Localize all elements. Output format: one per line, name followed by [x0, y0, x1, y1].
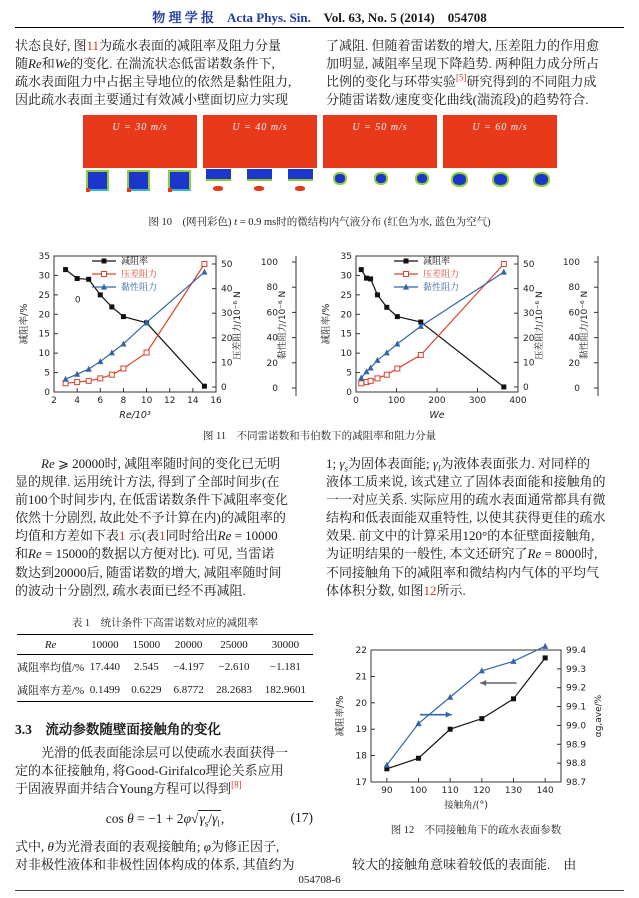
figure11-chart-we [320, 246, 620, 424]
microstructure-strip [83, 168, 197, 195]
table-cell: −4.197 [173, 660, 205, 673]
text-span: cos [105, 811, 128, 826]
text-span: 了减阻. 但随着雷诺数的增大, 压差阻力的作用愈 [326, 38, 600, 53]
section-heading [15, 718, 221, 738]
svg-text:20: 20 [568, 358, 580, 369]
paragraph-right-1 [326, 37, 626, 109]
equation-number: (17) [290, 810, 313, 825]
svg-text:压差阻力: 压差阻力 [121, 270, 158, 280]
table-header-cell: 30000 [271, 638, 300, 651]
text-line [15, 37, 315, 55]
text-span: 为疏水表面的减阻率及阻力分量 [99, 38, 282, 53]
velocity-label: U = 60 m/s [472, 122, 528, 133]
svg-text:50: 50 [523, 260, 535, 270]
figure12-caption: 图 12 不同接触角下的疏水表面参数 [390, 825, 562, 836]
svg-text:αg,ave/%: αg,ave/% [594, 694, 604, 738]
text-span: 显的规律. 运用统计方法, 得到了全部时间步(在 [15, 474, 280, 490]
text-line [15, 744, 315, 762]
svg-text:黏性阻力: 黏性阻力 [423, 283, 460, 293]
article-number: 054708 [447, 10, 487, 25]
text-span: 式中, [15, 839, 48, 854]
air-pocket [533, 172, 550, 187]
svg-text:80: 80 [568, 283, 580, 294]
svg-text:18: 18 [355, 751, 367, 762]
svg-text:10: 10 [221, 358, 233, 369]
text-span: t [234, 217, 238, 228]
svg-text:接触角/(°): 接触角/(°) [444, 800, 488, 811]
svg-text:90: 90 [381, 786, 393, 796]
svg-text:12: 12 [163, 396, 176, 406]
text-span: γ [432, 456, 439, 471]
svg-text:400: 400 [509, 396, 527, 406]
text-span: 为固体表面能; [348, 456, 433, 471]
figure12-chart [333, 642, 613, 814]
journal-title-cn: 物 理 学 报 [152, 10, 215, 25]
table-cell: −1.181 [269, 660, 301, 673]
text-line [326, 37, 626, 55]
microstructure-strip [203, 168, 317, 195]
text-line [326, 564, 626, 582]
svg-text:60: 60 [568, 308, 580, 319]
text-span: 均值和方差如下表 [15, 528, 120, 544]
text-span: l [438, 463, 441, 474]
svg-text:40: 40 [523, 284, 535, 295]
svg-text:减阻率/%: 减阻率/% [321, 303, 332, 345]
text-span: 为光滑表面的表观接触角; [53, 839, 204, 854]
text-span: 分随雷诺数/速度变化曲线(湍流段)的趋势符合. [326, 92, 589, 108]
cavity [325, 169, 352, 194]
svg-text:40: 40 [266, 333, 278, 344]
air-pocket [451, 172, 468, 187]
flow-snapshot-panel [443, 115, 557, 195]
svg-text:35: 35 [340, 252, 352, 262]
svg-text:0: 0 [221, 383, 227, 393]
text-span: 结构和低表面能双重特性, 以使其获得更佳的疏水 [326, 510, 606, 526]
text-line [326, 455, 626, 473]
table-cell: 0.6229 [131, 683, 162, 696]
table-header-cell: Re [44, 638, 57, 651]
text-span: 体体积分数, 如图 [326, 582, 424, 598]
text-span: γ [212, 811, 218, 826]
text-line [15, 473, 315, 491]
svg-text:120: 120 [473, 786, 491, 796]
text-span: = 15000的数据以方便对比). 可见, 当雷诺 [41, 546, 275, 562]
text-line [326, 582, 626, 600]
text-span: θ [127, 811, 134, 826]
water-intrusion [127, 188, 131, 192]
svg-text:减阻率/%: 减阻率/% [19, 303, 30, 345]
svg-text:98.8: 98.8 [566, 759, 587, 770]
text-line [15, 582, 315, 600]
text-line [15, 491, 315, 509]
cavity [167, 169, 194, 194]
table-cell: 17.440 [89, 660, 121, 673]
svg-text:100: 100 [387, 396, 406, 406]
paragraph-right-2 [326, 455, 626, 600]
table-cell: −2.610 [218, 660, 250, 673]
svg-text:99.2: 99.2 [566, 683, 587, 694]
cavity [527, 169, 554, 194]
journal-title-en: Acta Phys. Sin. [227, 10, 311, 25]
svg-text:20: 20 [355, 698, 367, 709]
text-span: 疏水表面阻力中占据主导地位的依然是黏性阻力, [15, 74, 292, 90]
citation-link[interactable]: 11 [86, 38, 100, 53]
svg-text:0: 0 [523, 383, 529, 393]
svg-text:14: 14 [187, 396, 199, 406]
svg-text:16: 16 [210, 396, 222, 406]
svg-text:5: 5 [44, 368, 50, 379]
text-span: 液体工质来说, 该式建立了固体表面能和接触角的 [326, 474, 606, 490]
svg-text:99.3: 99.3 [566, 664, 587, 675]
svg-text:0: 0 [346, 388, 352, 398]
air-pocket [206, 169, 231, 181]
svg-text:21: 21 [355, 672, 367, 683]
text-span: 于固液界面并结合Young方程可以得到 [15, 781, 232, 797]
svg-text:40: 40 [221, 284, 233, 295]
text-line [326, 473, 626, 491]
svg-text:99.1: 99.1 [566, 702, 587, 713]
text-span: / [208, 811, 213, 826]
text-span: Re [28, 546, 42, 562]
water-intrusion [295, 186, 305, 191]
text-span: l [217, 818, 220, 829]
text-span: 前100个时间步内, 在低雷诺数条件下减阻率变化 [15, 492, 289, 508]
svg-text:35: 35 [38, 252, 50, 262]
text-span: φ [183, 811, 192, 826]
svg-text:20: 20 [266, 358, 278, 369]
water-intrusion [213, 186, 223, 191]
table1-caption: 表 1 统计条件下高雷诺数对应的减阻率 [71, 618, 259, 629]
water-intrusion [86, 188, 90, 192]
paragraph-left-2 [15, 455, 315, 600]
svg-text:10: 10 [140, 396, 153, 406]
svg-text:20: 20 [221, 333, 233, 344]
svg-text:99.0: 99.0 [566, 721, 587, 732]
text-span: 数达到20000后, 随雷诺数的增大, 减阻率随时间 [15, 564, 282, 580]
text-line [15, 455, 315, 473]
text-line [326, 55, 626, 73]
microstructure-strip [323, 168, 437, 195]
svg-text:10: 10 [38, 349, 50, 360]
text-span: Re [527, 546, 542, 562]
water-intrusion [168, 188, 172, 192]
svg-text:压差阻力/10⁻⁶ N: 压差阻力/10⁻⁶ N [535, 291, 545, 360]
svg-text:0: 0 [44, 388, 50, 398]
svg-text:8: 8 [120, 396, 127, 406]
equation-body [105, 811, 225, 829]
text-span: 的变化. 在湍流状态低雷诺数条件下, [70, 56, 275, 72]
svg-text:黏性阻力/10⁻⁶ N: 黏性阻力/10⁻⁶ N [278, 290, 288, 360]
text-span: = 8000时, [541, 546, 598, 562]
text-span: s [344, 463, 349, 474]
text-span: 光滑的低表面能涂层可以使疏水表面获得一 [15, 745, 289, 760]
cavity [486, 169, 513, 194]
svg-text:100: 100 [562, 258, 580, 268]
table1 [17, 634, 313, 702]
text-line [15, 856, 315, 874]
velocity-label: U = 50 m/s [352, 122, 408, 133]
figure10-caption [0, 214, 639, 229]
svg-text:50: 50 [221, 260, 233, 270]
air-pocket [333, 172, 347, 185]
citation-link[interactable]: 1 [159, 528, 166, 544]
page-number: 054708-6 [298, 874, 341, 886]
figure11-chart-re [18, 246, 318, 424]
svg-text:99.4: 99.4 [566, 646, 587, 656]
cavity [366, 169, 393, 194]
table-header-cell: 15000 [132, 638, 161, 651]
svg-text:压差阻力/10⁻⁶ N: 压差阻力/10⁻⁶ N [233, 291, 243, 360]
text-line [15, 762, 315, 780]
air-pocket [247, 169, 272, 181]
text-span: 效果. 前文中的计算采用120°的本征壁面接触角, [326, 528, 595, 544]
text-span: Re [28, 56, 42, 72]
text-span: = 0.9 ms时的微结构内气液分布 (红色为水, 蓝色为空气) [237, 217, 491, 228]
svg-text:Re/10³: Re/10³ [119, 410, 151, 421]
text-line [326, 91, 626, 109]
svg-text:110: 110 [441, 786, 459, 796]
text-span: 加明显, 减阻率呈现下降趋势. 两种阻力成分所占 [326, 56, 600, 72]
microstructure-strip [443, 168, 557, 195]
svg-text:30: 30 [38, 271, 50, 282]
svg-text:0: 0 [574, 384, 580, 394]
paragraph-left-3 [15, 744, 315, 798]
svg-text:140: 140 [536, 786, 554, 796]
svg-text:减阻率: 减阻率 [121, 257, 149, 267]
svg-text:40: 40 [568, 333, 580, 344]
svg-text:25: 25 [340, 290, 352, 301]
svg-text:10: 10 [523, 358, 535, 369]
text-line [15, 73, 315, 91]
table-row [17, 655, 313, 679]
text-line [15, 780, 315, 798]
text-line [15, 55, 315, 73]
text-span: 所示. [436, 582, 466, 598]
citation-link[interactable]: [8] [231, 779, 242, 790]
air-pocket [374, 172, 388, 185]
section-number: 3.3 [15, 722, 32, 737]
svg-text:0: 0 [353, 396, 359, 406]
table-header-cell: 10000 [91, 638, 119, 651]
cavity [85, 169, 112, 194]
figure11-caption: 图 11 不同雷诺数和韦伯数下的减阻率和阻力分量 [202, 431, 437, 442]
text-span: φ [203, 839, 211, 854]
text-span: 状态良好, 图 [15, 38, 87, 53]
svg-text:300: 300 [468, 396, 487, 406]
text-span: = −1 + 2 [133, 811, 184, 826]
citation-link[interactable]: [5] [456, 72, 467, 83]
svg-text:0: 0 [272, 384, 278, 394]
text-line [326, 527, 626, 545]
paragraph-left-4 [15, 838, 315, 874]
svg-text:20: 20 [340, 310, 352, 321]
text-span: We [54, 56, 71, 72]
table-cell: 6.8772 [173, 683, 204, 696]
cavity [126, 169, 153, 194]
cavity [205, 169, 232, 194]
svg-text:We: We [429, 410, 445, 421]
text-span: 示(表 [125, 528, 160, 544]
text-span: Re [41, 456, 55, 471]
table-cell: 0.1499 [89, 683, 121, 696]
text-line [326, 856, 626, 874]
text-span: 和 [15, 546, 29, 562]
svg-text:0: 0 [74, 295, 81, 306]
text-span: 和 [41, 56, 55, 72]
svg-text:2: 2 [51, 396, 57, 406]
table-row [17, 678, 313, 702]
table-header-cell: 20000 [174, 638, 203, 651]
text-span: γ [339, 456, 345, 471]
text-span: s [204, 818, 209, 829]
air-pocket [415, 172, 429, 185]
text-span: = 10000 [231, 528, 278, 544]
table-cell: 2.545 [133, 660, 159, 673]
text-span: 较大的接触角意味着较低的表面能. 由 [326, 857, 577, 872]
text-line [326, 545, 626, 563]
text-span: 对非极性液体和非极性固体构成的体系, 其值约为 [15, 857, 295, 873]
citation-link[interactable]: 1 [119, 528, 126, 544]
velocity-label: U = 40 m/s [232, 122, 288, 133]
svg-text:25: 25 [38, 290, 50, 301]
svg-text:30: 30 [340, 271, 352, 282]
svg-text:19: 19 [355, 725, 367, 736]
table-cell: 182.9601 [264, 683, 306, 696]
cavity [445, 169, 472, 194]
text-span: ⩾ 20000时, 减阻率随时间的变化已无明 [54, 456, 281, 471]
cavity [287, 169, 314, 194]
svg-text:15: 15 [38, 329, 50, 340]
text-span: 因此疏水表面主要通过有效减小壁面切应力实现 [15, 92, 289, 108]
text-span: 同时给出 [165, 528, 218, 544]
svg-text:100: 100 [409, 786, 428, 796]
equation-17 [15, 810, 315, 827]
svg-text:98.7: 98.7 [566, 778, 587, 788]
text-line [15, 838, 315, 856]
text-span: 图 10 (网刊彩色) [148, 217, 235, 228]
paragraph-right-3 [326, 856, 626, 874]
text-span [15, 456, 41, 471]
svg-text:6: 6 [97, 396, 104, 406]
svg-text:100: 100 [260, 258, 278, 268]
svg-text:15: 15 [340, 329, 352, 340]
svg-text:4: 4 [74, 396, 81, 406]
svg-text:减阻率: 减阻率 [423, 257, 451, 267]
text-span: 1; [326, 456, 340, 471]
svg-text:10: 10 [340, 349, 352, 360]
radical [198, 810, 220, 827]
table-cell: 28.2683 [216, 683, 252, 696]
text-span: Re [217, 528, 232, 544]
air-pocket [492, 172, 509, 187]
text-span: 定的本征接触角, 将Good-Girifalco理论关系应用 [15, 763, 284, 779]
text-span: 为液体表面张力. 对同样的 [440, 456, 591, 471]
text-span: 依然十分剧烈, 故此处不予计算在内)的减阻率的 [15, 510, 286, 526]
svg-text:黏性阻力/10⁻⁶ N: 黏性阻力/10⁻⁶ N [580, 290, 590, 360]
text-line [326, 73, 626, 91]
text-span: γ [199, 811, 205, 826]
cavity [407, 169, 434, 194]
table-header-cell: 25000 [220, 638, 248, 651]
svg-text:减阻率/%: 减阻率/% [335, 695, 346, 737]
table-cell: 减阻率方差/% [17, 684, 85, 697]
text-span: 的波动十分剧烈, 疏水表面已经不再减阻. [15, 582, 246, 598]
footer-rule [15, 890, 624, 891]
cavity [246, 169, 273, 194]
svg-text:黏性阻力: 黏性阻力 [121, 283, 158, 293]
svg-text:200: 200 [428, 396, 446, 406]
flow-snapshot-panel [203, 115, 317, 195]
text-span: √ [191, 811, 199, 826]
text-span: 不同接触角下的减阻率和微结构内气体的平均气 [326, 564, 600, 580]
text-line [15, 564, 315, 582]
text-span: 一一对应关系. 实际应用的疏水表面通常都具有微 [326, 492, 606, 508]
header-rule [15, 27, 624, 28]
page-header [0, 7, 639, 26]
svg-text:30: 30 [221, 309, 233, 320]
svg-text:22: 22 [355, 646, 367, 656]
citation-link[interactable]: 12 [423, 582, 437, 598]
text-line [326, 491, 626, 509]
text-line [326, 509, 626, 527]
text-span: 为证明结果的一般性, 本文还研究了 [326, 546, 528, 562]
svg-text:130: 130 [504, 786, 523, 796]
svg-text:60: 60 [266, 308, 278, 319]
text-span: 比例的变化与环带实验 [326, 74, 457, 90]
air-pocket [288, 169, 313, 181]
text-span: , [220, 811, 225, 826]
section-title: 流动参数随壁面接触角的变化 [45, 722, 221, 737]
text-span: θ [47, 839, 54, 854]
text-span: 研究得到的不同阻力成 [466, 74, 597, 90]
text-line [15, 509, 315, 527]
volume-info: Vol. 63, No. 5 (2014) [323, 10, 435, 25]
svg-text:压差阻力: 压差阻力 [423, 270, 460, 280]
velocity-label: U = 30 m/s [112, 122, 168, 133]
text-line [15, 545, 315, 563]
text-line [15, 91, 315, 109]
svg-text:30: 30 [523, 309, 535, 320]
svg-text:20: 20 [38, 310, 50, 321]
paragraph-left-1 [15, 37, 315, 109]
svg-text:5: 5 [346, 368, 352, 379]
flow-snapshot-panel [83, 115, 197, 195]
flow-snapshot-panel [323, 115, 437, 195]
svg-text:20: 20 [523, 333, 535, 344]
svg-text:98.9: 98.9 [566, 740, 587, 751]
figure10-panels [83, 115, 557, 195]
water-intrusion [254, 186, 264, 191]
text-line [15, 527, 315, 545]
text-span: 随 [15, 56, 29, 72]
text-span: 为修正因子, [210, 839, 280, 854]
svg-text:80: 80 [266, 283, 278, 294]
svg-text:17: 17 [355, 778, 367, 788]
table-cell: 减阻率均值/% [17, 661, 85, 674]
